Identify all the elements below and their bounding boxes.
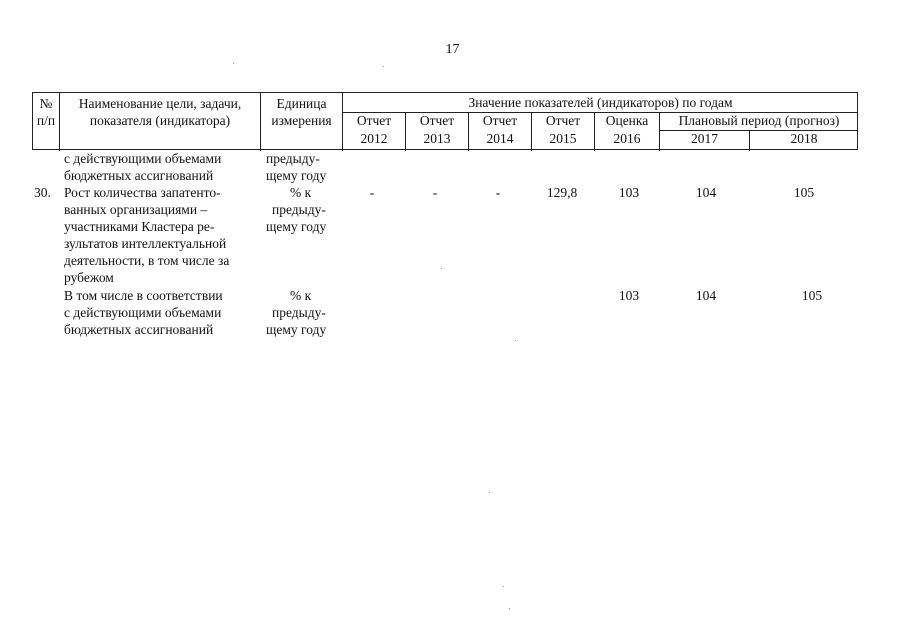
row-name-line: зультатов интеллектуальной [64, 236, 227, 251]
scan-speck [515, 340, 516, 341]
row-name-line: бюджетных ассигнований [64, 168, 214, 183]
page-number: 17 [445, 42, 460, 57]
row-value: 103 [618, 185, 640, 200]
header-col-year: 2014 [486, 131, 514, 146]
header-name-line1: Наименование цели, задачи, [78, 96, 242, 111]
header-planned-group: Плановый период (прогноз) [678, 113, 840, 128]
row-unit-line: щему году [266, 322, 327, 337]
scan-speck [509, 608, 510, 609]
row-number: 30. [34, 185, 51, 200]
header-unit-line2: измерения [271, 113, 332, 128]
row-unit-line: % к [290, 185, 312, 200]
row-unit-line: предыду- [266, 151, 320, 166]
header-col-label: Отчет [545, 113, 581, 128]
header-num-sub: п/п [36, 113, 56, 128]
row-unit-line: щему году [266, 219, 327, 234]
header-col-label: Отчет [482, 113, 518, 128]
row-unit-line: предыду- [272, 305, 326, 320]
row-value: 104 [695, 185, 717, 200]
header-unit-line1: Единица [276, 96, 327, 111]
header-col-year: 2013 [423, 131, 451, 146]
row-value: 104 [695, 288, 717, 303]
row-name-line: деятельности, в том числе за [64, 253, 230, 268]
header-col-year: 2012 [360, 131, 388, 146]
row-name-line: Рост количества запатенто- [64, 185, 221, 200]
header-col-year: 2015 [549, 131, 577, 146]
row-name-line: бюджетных ассигнований [64, 322, 214, 337]
header-col-label: Отчет [419, 113, 455, 128]
header-name-line2: показателя (индикатора) [89, 113, 231, 128]
scan-speck [233, 63, 234, 64]
scan-speck [441, 268, 442, 269]
row-value: 129,8 [546, 185, 578, 200]
row-unit-line: щему году [266, 168, 327, 183]
row-unit-line: предыду- [272, 202, 326, 217]
header-planned-year: 2018 [790, 131, 818, 146]
row-name-line: с действующими объемами [64, 151, 222, 166]
scan-speck [383, 66, 384, 67]
row-value: - [432, 185, 438, 200]
row-value: - [495, 185, 501, 200]
header-col-year: 2016 [613, 131, 641, 146]
scan-speck [489, 492, 490, 493]
row-unit-line: % к [290, 288, 312, 303]
header-col-label: Оценка [605, 113, 649, 128]
row-value: 103 [618, 288, 640, 303]
row-name-line: с действующими объемами [64, 305, 222, 320]
row-value: - [369, 185, 375, 200]
row-name-line: участниками Кластера ре- [64, 219, 215, 234]
header-planned-year: 2017 [691, 131, 718, 146]
row-value: 105 [793, 185, 815, 200]
header-values-group: Значение показателей (индикаторов) по годам [468, 95, 733, 110]
row-name-line: ванных организациями – [64, 202, 208, 217]
table-header [32, 92, 858, 150]
scan-speck [503, 586, 504, 587]
row-name-line: В том числе в соответствии [64, 288, 223, 303]
row-value: 105 [801, 288, 823, 303]
row-name-line: рубежом [64, 270, 114, 285]
header-col-label: Отчет [356, 113, 392, 128]
header-num-label: № [39, 96, 53, 111]
